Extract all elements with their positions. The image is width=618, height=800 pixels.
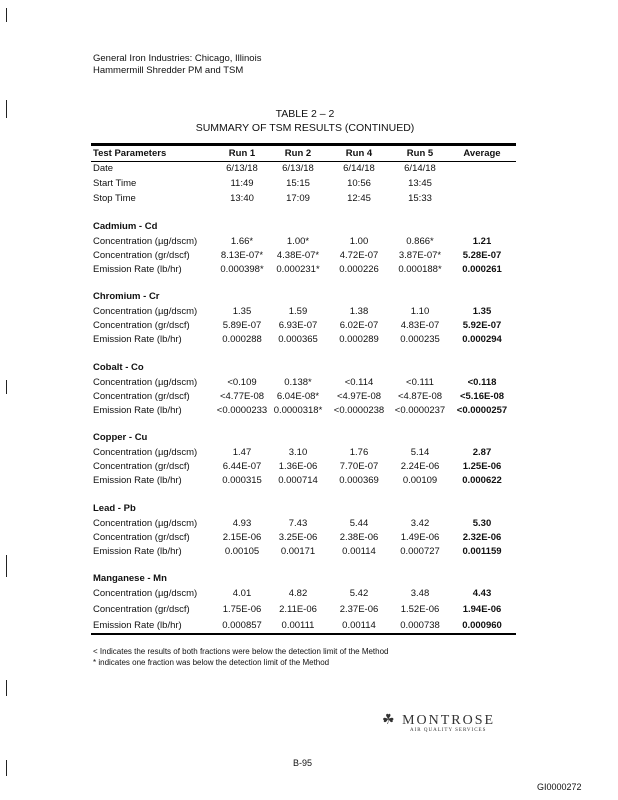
run-cell: 4.01 bbox=[232, 588, 252, 599]
table-bottom-rule bbox=[91, 633, 516, 635]
section-header bbox=[93, 221, 523, 235]
section-header bbox=[93, 362, 523, 376]
run-cell: 5.89E-07 bbox=[222, 320, 262, 331]
run-cell: 13:40 bbox=[230, 193, 254, 204]
run-cell: 0.000188* bbox=[398, 264, 442, 275]
run-cell: 6.44E-07 bbox=[222, 461, 262, 472]
row-label: Concentration (gr/dscf) bbox=[93, 250, 190, 261]
run-cell: 3.48 bbox=[410, 588, 430, 599]
row-label: Start Time bbox=[93, 178, 137, 189]
run-cell: 0.000289 bbox=[339, 334, 379, 345]
scan-margin-mark bbox=[6, 8, 7, 22]
run-cell: 6/14/18 bbox=[343, 163, 375, 174]
run-cell: 4.83E-07 bbox=[400, 320, 440, 331]
row-label: Concentration (gr/dscf) bbox=[93, 391, 190, 402]
run-cell: 6.04E-08* bbox=[276, 391, 320, 402]
row-label: Emission Rate (lb/hr) bbox=[93, 475, 182, 486]
row-label: Concentration (gr/dscf) bbox=[93, 320, 190, 331]
run-cell: 0.00109 bbox=[402, 475, 438, 486]
run-cell: 1.59 bbox=[288, 306, 308, 317]
run-cell: 0.00105 bbox=[224, 546, 260, 557]
run-cell: <4.77E-08 bbox=[219, 391, 265, 402]
scan-margin-mark bbox=[6, 680, 7, 696]
run-cell: 17:09 bbox=[286, 193, 310, 204]
column-header: Run 2 bbox=[284, 148, 312, 159]
run-cell: 6/13/18 bbox=[226, 163, 258, 174]
table-row bbox=[93, 588, 523, 602]
bates-number: GI0000272 bbox=[537, 782, 582, 792]
run-cell: 1.52E-06 bbox=[400, 604, 440, 615]
average-cell: 0.000622 bbox=[462, 475, 502, 486]
run-cell: <0.0000238 bbox=[333, 405, 385, 416]
row-label: Cadmium - Cd bbox=[93, 221, 158, 232]
run-cell: 0.0000318* bbox=[273, 405, 323, 416]
column-header: Run 1 bbox=[228, 148, 256, 159]
table-row bbox=[93, 475, 523, 489]
table-row bbox=[93, 405, 523, 419]
run-cell: 2.37E-06 bbox=[339, 604, 379, 615]
average-cell: <5.16E-08 bbox=[459, 391, 505, 402]
table-row bbox=[93, 604, 523, 618]
row-label: Concentration (µg/dscm) bbox=[93, 588, 198, 599]
row-label: Concentration (µg/dscm) bbox=[93, 447, 198, 458]
run-cell: 0.00171 bbox=[280, 546, 316, 557]
average-cell: 2.32E-06 bbox=[462, 532, 502, 543]
table-row bbox=[93, 518, 523, 532]
footnote-asterisk: * indicates one fraction was below the detection limit of the Method bbox=[93, 658, 330, 667]
row-label: Concentration (µg/dscm) bbox=[93, 377, 198, 388]
run-cell: 3.25E-06 bbox=[278, 532, 318, 543]
row-label: Concentration (gr/dscf) bbox=[93, 532, 190, 543]
run-cell: 11:49 bbox=[230, 178, 254, 189]
average-cell: 0.000294 bbox=[462, 334, 502, 345]
row-label: Lead - Pb bbox=[93, 503, 136, 514]
run-cell: 10:56 bbox=[347, 178, 371, 189]
run-cell: 0.00114 bbox=[342, 546, 376, 557]
average-cell: 5.28E-07 bbox=[462, 250, 502, 261]
average-cell: 1.25E-06 bbox=[462, 461, 502, 472]
average-cell: <0.118 bbox=[467, 377, 497, 388]
average-cell: 5.92E-07 bbox=[462, 320, 502, 331]
run-cell: 15:15 bbox=[286, 178, 310, 189]
table-row bbox=[93, 546, 523, 560]
run-cell: 1.10 bbox=[410, 306, 430, 317]
row-label: Emission Rate (lb/hr) bbox=[93, 546, 182, 557]
table-row bbox=[93, 193, 523, 207]
row-label: Emission Rate (lb/hr) bbox=[93, 264, 182, 275]
run-cell: <4.97E-08 bbox=[336, 391, 382, 402]
run-cell: 0.000857 bbox=[222, 620, 262, 631]
table-row bbox=[93, 620, 523, 634]
run-cell: 2.24E-06 bbox=[400, 461, 440, 472]
logo-tagline: AIR QUALITY SERVICES bbox=[410, 728, 487, 733]
run-cell: 6/13/18 bbox=[282, 163, 314, 174]
row-label: Emission Rate (lb/hr) bbox=[93, 620, 182, 631]
row-label: Chromium - Cr bbox=[93, 291, 160, 302]
table-row bbox=[93, 163, 523, 177]
logo-name: MONTROSE bbox=[402, 713, 496, 728]
run-cell: 0.000398* bbox=[220, 264, 264, 275]
run-cell: 4.72E-07 bbox=[339, 250, 379, 261]
table-header-row bbox=[93, 148, 523, 162]
average-cell: 4.43 bbox=[472, 588, 492, 599]
run-cell: 4.38E-07* bbox=[276, 250, 320, 261]
run-cell: 0.00114 bbox=[342, 620, 376, 631]
run-cell: 8.13E-07* bbox=[220, 250, 264, 261]
run-cell: 1.00* bbox=[286, 236, 310, 247]
table-row bbox=[93, 447, 523, 461]
scan-margin-mark bbox=[6, 380, 7, 394]
run-cell: 0.138* bbox=[284, 377, 312, 388]
header-rule bbox=[91, 161, 516, 162]
average-cell: 0.000261 bbox=[462, 264, 502, 275]
row-label: Stop Time bbox=[93, 193, 136, 204]
table-row bbox=[93, 377, 523, 391]
run-cell: 3.42 bbox=[410, 518, 430, 529]
row-label: Emission Rate (lb/hr) bbox=[93, 405, 182, 416]
run-cell: 6.02E-07 bbox=[339, 320, 379, 331]
table-row bbox=[93, 306, 523, 320]
run-cell: 6/14/18 bbox=[404, 163, 436, 174]
table-number: TABLE 2 – 2 bbox=[275, 108, 335, 120]
run-cell: 7.43 bbox=[288, 518, 308, 529]
run-cell: 1.36E-06 bbox=[278, 461, 318, 472]
run-cell: 0.000714 bbox=[278, 475, 318, 486]
section-header bbox=[93, 291, 523, 305]
run-cell: 1.35 bbox=[232, 306, 252, 317]
document-header-company: General Iron Industries: Chicago, Illinois bbox=[93, 53, 262, 64]
section-header bbox=[93, 432, 523, 446]
row-label: Concentration (gr/dscf) bbox=[93, 604, 190, 615]
run-cell: 2.15E-06 bbox=[222, 532, 262, 543]
run-cell: <0.111 bbox=[406, 377, 434, 388]
run-cell: 5.44 bbox=[349, 518, 369, 529]
row-label: Date bbox=[93, 163, 114, 174]
average-cell: 0.001159 bbox=[462, 546, 502, 557]
row-label: Emission Rate (lb/hr) bbox=[93, 334, 182, 345]
run-cell: <0.114 bbox=[344, 377, 374, 388]
run-cell: 0.000226 bbox=[339, 264, 379, 275]
run-cell: 0.000365 bbox=[278, 334, 318, 345]
column-header: Test Parameters bbox=[93, 148, 167, 159]
run-cell: 1.49E-06 bbox=[400, 532, 440, 543]
run-cell: <0.0000237 bbox=[394, 405, 446, 416]
average-cell: 0.000960 bbox=[462, 620, 502, 631]
run-cell: 7.70E-07 bbox=[339, 461, 379, 472]
scan-margin-mark bbox=[6, 760, 7, 776]
average-cell: 1.21 bbox=[472, 236, 492, 247]
table-row bbox=[93, 461, 523, 475]
run-cell: <0.0000233 bbox=[216, 405, 268, 416]
run-cell: 1.00 bbox=[349, 236, 369, 247]
table-row bbox=[93, 532, 523, 546]
run-cell: 0.000235 bbox=[400, 334, 440, 345]
run-cell: 0.000288 bbox=[222, 334, 262, 345]
table-title: SUMMARY OF TSM RESULTS (CONTINUED) bbox=[195, 122, 415, 134]
run-cell: 5.14 bbox=[410, 447, 430, 458]
row-label: Concentration (µg/dscm) bbox=[93, 518, 198, 529]
run-cell: <0.109 bbox=[227, 377, 257, 388]
average-cell: <0.0000257 bbox=[456, 405, 508, 416]
footnote-less-than: < Indicates the results of both fractions were below the detection limit of the Method bbox=[93, 647, 389, 656]
row-label: Concentration (µg/dscm) bbox=[93, 236, 198, 247]
document-header-source: Hammermill Shredder PM and TSM bbox=[93, 65, 244, 76]
run-cell: 4.82 bbox=[288, 588, 308, 599]
run-cell: 12:45 bbox=[347, 193, 371, 204]
run-cell: 15:33 bbox=[408, 193, 432, 204]
run-cell: 0.000738 bbox=[400, 620, 440, 631]
run-cell: 1.75E-06 bbox=[222, 604, 262, 615]
average-cell: 5.30 bbox=[472, 518, 492, 529]
table-row bbox=[93, 334, 523, 348]
run-cell: 1.38 bbox=[349, 306, 369, 317]
run-cell: 0.000315 bbox=[222, 475, 262, 486]
run-cell: 5.42 bbox=[349, 588, 369, 599]
scan-margin-mark bbox=[6, 555, 7, 577]
column-header: Run 5 bbox=[406, 148, 434, 159]
run-cell: 2.38E-06 bbox=[339, 532, 379, 543]
run-cell: 1.47 bbox=[232, 447, 252, 458]
run-cell: 3.87E-07* bbox=[398, 250, 442, 261]
section-header bbox=[93, 503, 523, 517]
table-row bbox=[93, 264, 523, 278]
column-header: Average bbox=[463, 148, 501, 159]
row-label: Concentration (gr/dscf) bbox=[93, 461, 190, 472]
column-header: Run 4 bbox=[345, 148, 373, 159]
section-header bbox=[93, 573, 523, 587]
row-label: Cobalt - Co bbox=[93, 362, 144, 373]
run-cell: 13:45 bbox=[408, 178, 432, 189]
page-number: B-95 bbox=[293, 758, 313, 768]
run-cell: <4.87E-08 bbox=[397, 391, 443, 402]
table-row bbox=[93, 250, 523, 264]
run-cell: 2.11E-06 bbox=[279, 604, 317, 615]
run-cell: 0.000369 bbox=[339, 475, 379, 486]
table-row bbox=[93, 178, 523, 192]
table-row bbox=[93, 391, 523, 405]
row-label: Copper - Cu bbox=[93, 432, 148, 443]
row-label: Concentration (µg/dscm) bbox=[93, 306, 198, 317]
run-cell: 0.00111 bbox=[281, 620, 315, 631]
table-row bbox=[93, 236, 523, 250]
average-cell: 1.35 bbox=[472, 306, 492, 317]
run-cell: 0.866* bbox=[406, 236, 434, 247]
run-cell: 0.000727 bbox=[400, 546, 440, 557]
table-row bbox=[93, 320, 523, 334]
run-cell: 1.76 bbox=[349, 447, 369, 458]
average-cell: 2.87 bbox=[472, 447, 492, 458]
run-cell: 1.66* bbox=[230, 236, 254, 247]
average-cell: 1.94E-06 bbox=[462, 604, 502, 615]
run-cell: 4.93 bbox=[232, 518, 252, 529]
table-top-rule bbox=[91, 143, 516, 146]
run-cell: 3.10 bbox=[288, 447, 308, 458]
run-cell: 6.93E-07 bbox=[278, 320, 318, 331]
montrose-logo: ☘ MONTROSE AIR QUALITY SERVICES bbox=[382, 713, 496, 733]
row-label: Manganese - Mn bbox=[93, 573, 167, 584]
run-cell: 0.000231* bbox=[276, 264, 320, 275]
